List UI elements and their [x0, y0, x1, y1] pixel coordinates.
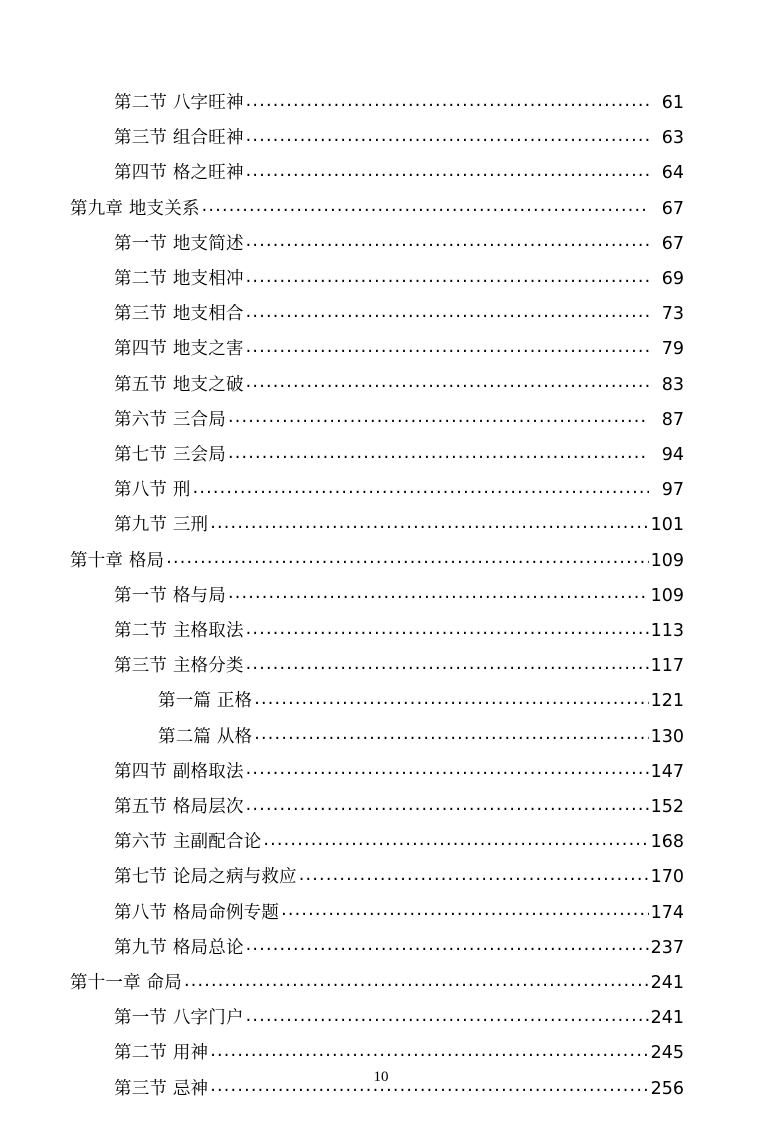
toc-entry-page-number: 130 [650, 726, 684, 747]
toc-leader-dots [202, 196, 649, 214]
toc-entry-page-number: 63 [661, 128, 684, 149]
toc-leader-dots [246, 1006, 649, 1024]
toc-leader-dots [228, 443, 649, 461]
toc-leader-dots [299, 865, 649, 883]
toc-entry[interactable] [70, 579, 684, 614]
toc-entry-page-number: 69 [661, 269, 684, 290]
toc-entry[interactable] [70, 896, 684, 931]
toc-entry[interactable] [70, 473, 684, 508]
toc-entry-label: 第四节 格之旺神 [114, 163, 244, 184]
toc-entry-page-number: 245 [650, 1043, 684, 1064]
toc-entry[interactable] [70, 720, 684, 755]
toc-entry-label: 第五节 格局层次 [114, 797, 244, 818]
toc-leader-dots [246, 337, 649, 355]
toc-leader-dots [210, 1041, 649, 1059]
toc-entry-label: 第十章 格局 [70, 550, 165, 571]
toc-leader-dots [246, 619, 649, 637]
toc-entry-page-number: 241 [650, 973, 684, 994]
toc-entry[interactable] [70, 227, 684, 262]
toc-leader-dots [228, 407, 649, 425]
toc-entry-page-number: 109 [650, 550, 684, 571]
toc-entry-label: 第六节 三合局 [114, 409, 226, 430]
toc-entry-label: 第六节 主副配合论 [114, 832, 262, 853]
toc-entry-label: 第二节 八字旺神 [114, 93, 244, 113]
toc-entry[interactable] [70, 121, 684, 156]
toc-entry[interactable] [70, 1036, 684, 1071]
toc-entry[interactable] [70, 649, 684, 684]
toc-entry-page-number: 147 [650, 761, 684, 782]
toc-entry[interactable] [70, 332, 684, 367]
toc-leader-dots [246, 91, 649, 109]
toc-entry-label: 第一篇 正格 [158, 691, 253, 712]
toc-entry-label: 第一节 格与局 [114, 585, 226, 606]
toc-entry-page-number: 101 [650, 515, 684, 536]
toc-entry-page-number: 241 [650, 1008, 684, 1029]
toc-entry[interactable] [70, 684, 684, 719]
toc-entry-page-number: 87 [661, 409, 684, 430]
toc-entry[interactable] [70, 403, 684, 438]
toc-entry-label: 第三节 地支相合 [114, 304, 244, 325]
toc-entry-label: 第二节 用神 [114, 1043, 209, 1064]
toc-leader-dots [246, 759, 649, 777]
toc-entry[interactable] [70, 368, 684, 403]
toc-entry[interactable] [70, 86, 684, 121]
toc-entry-label: 第九章 地支关系 [70, 198, 200, 219]
toc-entry-page-number: 237 [650, 937, 684, 958]
toc-leader-dots [281, 900, 649, 918]
toc-entry[interactable] [70, 1001, 684, 1036]
toc-leader-dots [246, 126, 649, 144]
toc-entry-page-number: 109 [650, 585, 684, 606]
toc-entry-label: 第五节 地支之破 [114, 374, 244, 395]
toc-entry-label: 第三节 主格分类 [114, 656, 244, 677]
toc-entry[interactable] [70, 755, 684, 790]
toc-entry-page-number: 256 [650, 1078, 684, 1099]
toc-entry[interactable] [70, 156, 684, 191]
toc-entry-label: 第三节 忌神 [114, 1078, 209, 1099]
toc-entry-label: 第一节 地支简述 [114, 233, 244, 254]
toc-leader-dots [246, 795, 649, 813]
toc-entry-page-number: 67 [661, 198, 684, 219]
toc-entry[interactable] [70, 297, 684, 332]
toc-entry-page-number: 168 [650, 832, 684, 853]
toc-entry[interactable] [70, 860, 684, 895]
toc-entry-page-number: 97 [661, 480, 684, 501]
toc-entry[interactable] [70, 508, 684, 543]
toc-entry-page-number: 64 [661, 163, 684, 184]
toc-leader-dots [246, 935, 649, 953]
toc-entry-label: 第二节 主格取法 [114, 621, 244, 642]
toc-entry-label: 第十一章 命局 [70, 973, 182, 994]
toc-entry[interactable] [70, 544, 684, 579]
toc-leader-dots [263, 830, 649, 848]
toc-leader-dots [193, 478, 649, 496]
toc-entry-label: 第一节 八字门户 [114, 1008, 244, 1029]
toc-leader-dots [246, 231, 649, 249]
toc-entry-page-number: 152 [650, 797, 684, 818]
toc-leader-dots [228, 583, 649, 601]
toc-entry[interactable] [70, 790, 684, 825]
toc-entry-page-number: 113 [650, 621, 684, 642]
toc-entry-page-number: 174 [650, 902, 684, 923]
page-number-footer: 10 [373, 1069, 389, 1085]
toc-entry-label: 第二篇 从格 [158, 726, 253, 747]
toc-entry[interactable] [70, 192, 684, 227]
toc-leader-dots [166, 548, 649, 566]
toc-entry[interactable] [70, 931, 684, 966]
toc-entry-label: 第四节 地支之害 [114, 339, 244, 360]
toc-entry-label: 第八节 刑 [114, 480, 191, 501]
toc-leader-dots [254, 724, 649, 742]
toc-leader-dots [184, 971, 649, 989]
table-of-contents [70, 86, 684, 1107]
toc-entry-label: 第四节 副格取法 [114, 761, 244, 782]
toc-entry-page-number: 67 [661, 233, 684, 254]
toc-entry-page-number: 73 [661, 304, 684, 325]
toc-entry-page-number: 170 [650, 867, 684, 888]
toc-entry[interactable] [70, 966, 684, 1001]
toc-entry-page-number: 83 [661, 374, 684, 395]
toc-leader-dots [254, 689, 649, 707]
toc-entry-label: 第七节 论局之病与救应 [114, 867, 297, 888]
toc-entry[interactable] [70, 825, 684, 860]
toc-entry-page-number: 121 [650, 691, 684, 712]
toc-entry-label: 第九节 格局总论 [114, 937, 244, 958]
toc-leader-dots [246, 302, 649, 320]
toc-entry[interactable] [70, 614, 684, 649]
toc-leader-dots [246, 372, 649, 390]
toc-leader-dots [246, 654, 649, 672]
toc-leader-dots [210, 513, 649, 531]
toc-entry-page-number: 79 [661, 339, 684, 360]
toc-leader-dots [246, 267, 649, 285]
toc-entry-page-number: 117 [650, 656, 684, 677]
toc-entry-page-number: 94 [661, 445, 684, 466]
toc-entry-label: 第二节 地支相冲 [114, 269, 244, 290]
toc-entry-label: 第三节 组合旺神 [114, 128, 244, 149]
toc-entry-page-number: 61 [661, 93, 684, 113]
toc-entry-label: 第九节 三刑 [114, 515, 209, 536]
toc-entry[interactable] [70, 262, 684, 297]
toc-leader-dots [246, 161, 649, 179]
toc-entry-label: 第八节 格局命例专题 [114, 902, 280, 923]
toc-entry[interactable] [70, 438, 684, 473]
toc-entry-label: 第七节 三会局 [114, 445, 226, 466]
